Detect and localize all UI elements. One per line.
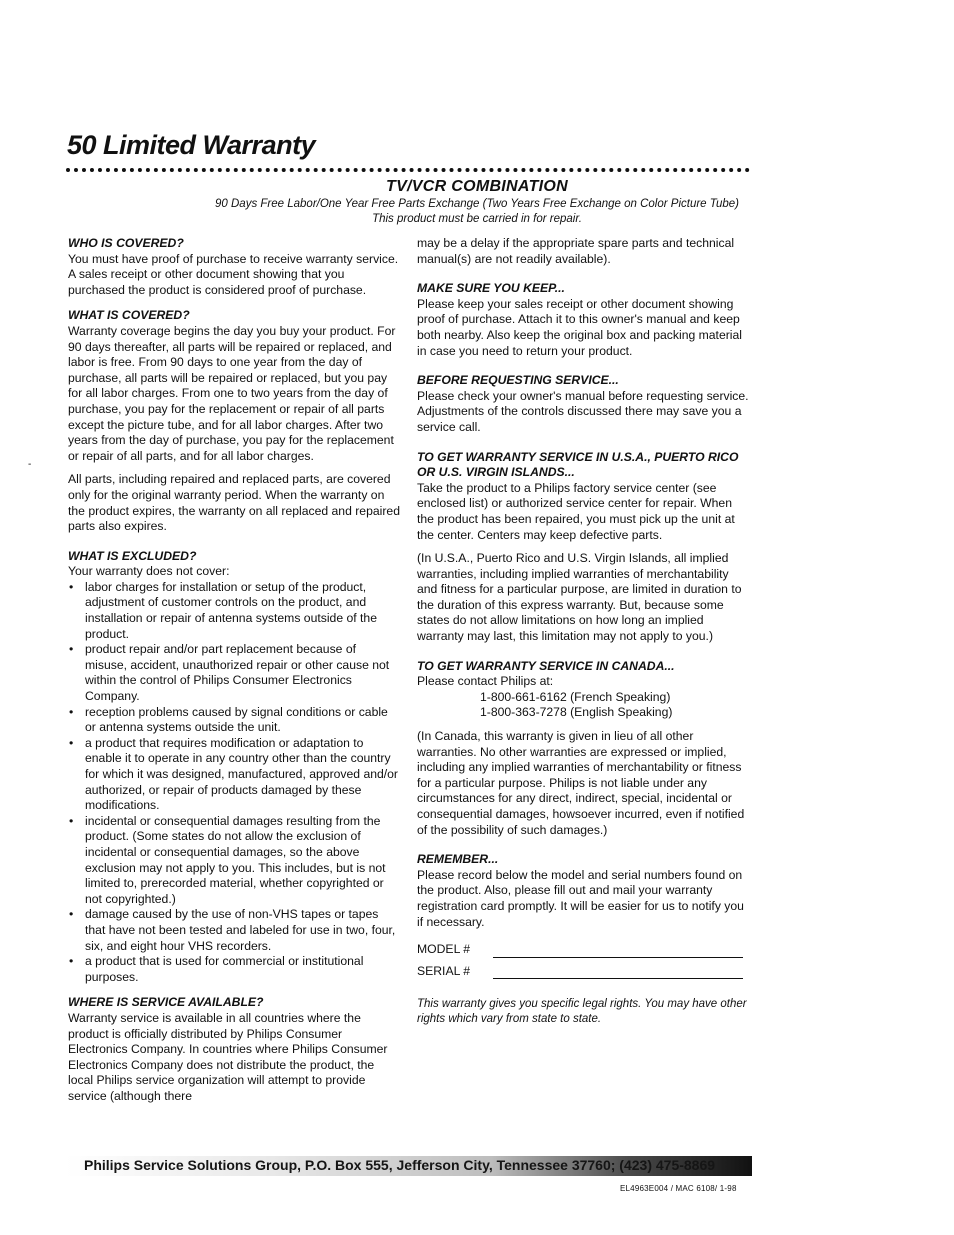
list-item: • reception problems caused by signal conditions or cable or antenna systems outside the unit. bbox=[68, 705, 400, 736]
what-covered-heading: WHAT IS COVERED? bbox=[68, 308, 190, 323]
phone-english: 1-800-363-7278 (English Speaking) bbox=[480, 705, 673, 720]
product-heading: TV/VCR COMBINATION bbox=[386, 178, 568, 195]
continued-text: may be a delay if the appropriate spare parts and technical manual(s) are not readily available). bbox=[417, 236, 735, 266]
model-number-blank bbox=[493, 945, 743, 958]
usa-service-text: Take the product to a Philips factory service center (see enclosed list) or authorized service center for repair. When the product has been repaired, you must pick up the unit at the center. Centers may keep defective parts. bbox=[417, 480, 735, 542]
right-column bbox=[417, 236, 749, 1027]
serial-number-blank bbox=[493, 966, 743, 979]
usa-implied-warranty-text: (In U.S.A., Puerto Rico and U.S. Virgin Islands, all implied warranties, including implied warranties of merchantability and fitness for a particular purpose, are limited in duration to the duration of this express warranty. But, because some states do not allow limitations on how long an implied warranty may last, this limitation may not apply to you.) bbox=[417, 551, 742, 644]
list-item: • incidental or consequential damages resulting from the product. (Some states do not allow the exclusion of incidental or consequential damages, so the above exclusion may not apply to you. This includes, but is not limited to, prerecorded material, whether copyrighted or not copyrighted.) bbox=[68, 814, 400, 908]
remember-text: Please record below the model and serial numbers found on the product. Also, please fill out and mail your warranty registration card promptly. It will be easier for us to notify you if necessary. bbox=[417, 867, 744, 929]
canada-service-heading: TO GET WARRANTY SERVICE IN CANADA... bbox=[417, 658, 675, 673]
serial-number-label: SERIAL # bbox=[417, 963, 471, 978]
what-covered-text-2: All parts, including repaired and replaced parts, are covered only for the original warranty period. When the warranty on the product expires, the warranty on all replaced and repaired parts also expires. bbox=[68, 472, 400, 534]
stray-mark: - bbox=[28, 459, 32, 470]
where-service-text: Warranty service is available in all countries where the product is officially distributed by Philips Consumer Electronics Company. In countries where Philips Consumer Electronics Company does not distribute the product, the local Philips service organization will attempt to provide service (although there bbox=[68, 1010, 388, 1103]
list-item: • a product that requires modification or adaptation to enable it to operate in any country other than the country for which it was designed, manufactured, approved and/or authorized, or repair of products damaged by these modifications. bbox=[68, 736, 400, 814]
page-title: 50 Limited Warranty bbox=[67, 130, 316, 160]
where-service-heading: WHERE IS SERVICE AVAILABLE? bbox=[68, 995, 264, 1010]
list-item: • labor charges for installation or setup of the product, adjustment of customer controls on the product, and installation or repair of antenna systems outside of the product. bbox=[68, 580, 400, 642]
remember-heading: REMEMBER... bbox=[417, 852, 499, 867]
document-code: EL4963E004 / MAC 6108/ 1-98 bbox=[620, 1184, 737, 1193]
dotted-divider bbox=[66, 168, 750, 172]
canada-intro: Please contact Philips at: bbox=[417, 674, 554, 689]
model-number-label: MODEL # bbox=[417, 942, 471, 957]
excluded-list bbox=[68, 580, 400, 985]
before-service-text: Please check your owner's manual before requesting service. Adjustments of the controls discussed there may save you a service call. bbox=[417, 388, 749, 434]
excluded-intro: Your warranty does not cover: bbox=[68, 564, 230, 579]
what-excluded-heading: WHAT IS EXCLUDED? bbox=[68, 548, 197, 563]
usa-service-heading: TO GET WARRANTY SERVICE IN U.S.A., PUERTO RICO OR U.S. VIRGIN ISLANDS... bbox=[417, 449, 739, 480]
carry-in-note: This product must be carried in for repair. bbox=[372, 213, 582, 225]
before-service-heading: BEFORE REQUESTING SERVICE... bbox=[417, 373, 619, 388]
who-covered-text: You must have proof of purchase to receive warranty service. A sales receipt or other document showing that you purchased the product is considered proof of purchase. bbox=[68, 251, 399, 297]
what-covered-text: Warranty coverage begins the day you buy your product. For 90 days thereafter, all parts will be repaired or replaced, and labor is free. From 90 days to one year from the day of purchase, all parts will be repaired or replaced, but you pay for all labor charges. From one to two years from the day of purchase, you pay for the replacement or repair of all parts except the picture tube, and for all labor charges. After two years from the day of purchase, you pay for the replacement or repair of all parts, and for all labor charges. bbox=[68, 323, 396, 463]
left-column bbox=[68, 236, 400, 1104]
serial-number-field bbox=[417, 964, 749, 980]
list-item: • damage caused by the use of non-VHS tapes or tapes that have not been tested and labeled for use in two, four, six, and eight hour VHS recorders. bbox=[68, 907, 400, 954]
model-number-field bbox=[417, 942, 749, 958]
list-item: • product repair and/or part replacement because of misuse, accident, unauthorized repair or other cause not within the control of Philips Consumer Electronics Company. bbox=[68, 642, 400, 704]
keep-text: Please keep your sales receipt or other document showing proof of purchase. Attach it to this owner's manual and keep both nearby. Also keep the original box and packing material in case you need to return your product. bbox=[417, 296, 742, 358]
canada-text: (In Canada, this warranty is given in lieu of all other warranties. No other warranties are expressed or implied, including any implied warranties of merchantability or fitness for a particular purpose. Philips is not liable under any circumstances for any direct, indirect, special, incidental or consequential damages, howsoever incurred, even if notified of the possibility of such damages.) bbox=[417, 729, 745, 837]
who-covered-heading: WHO IS COVERED? bbox=[68, 236, 184, 250]
legal-rights-note: This warranty gives you specific legal rights. You may have other rights which vary from state to state. bbox=[417, 998, 747, 1026]
footer-address: Philips Service Solutions Group, P.O. Box 555, Jefferson City, Tennessee 37760; (423) 475-8869 bbox=[84, 1157, 716, 1173]
keep-heading: MAKE SURE YOU KEEP... bbox=[417, 281, 565, 296]
phone-french: 1-800-661-6162 (French Speaking) bbox=[480, 689, 671, 704]
list-item: • a product that is used for commercial or institutional purposes. bbox=[68, 954, 400, 985]
coverage-summary: 90 Days Free Labor/One Year Free Parts Exchange (Two Years Free Exchange on Color Picture Tube) bbox=[215, 198, 739, 210]
